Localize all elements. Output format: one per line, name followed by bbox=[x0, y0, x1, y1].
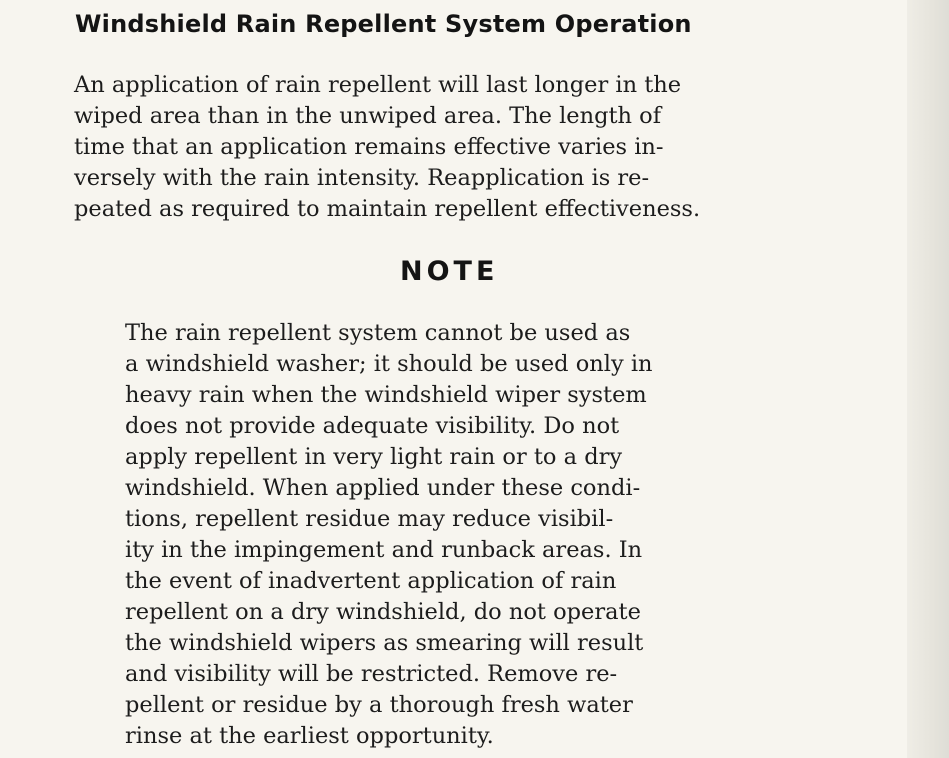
note-title: NOTE bbox=[400, 256, 499, 287]
note-line: rinse at the earliest opportunity. bbox=[125, 723, 494, 749]
paragraph-line: peated as required to maintain repellent effectiveness. bbox=[74, 196, 701, 222]
note-line: The rain repellent system cannot be used as bbox=[125, 320, 631, 346]
paragraph-line: wiped area than in the unwiped area. The length of bbox=[74, 103, 662, 129]
note-line: the event of inadvertent application of rain bbox=[125, 568, 617, 594]
note-line: heavy rain when the windshield wiper system bbox=[125, 382, 647, 408]
note-line: pellent or residue by a thorough fresh water bbox=[125, 692, 633, 718]
page-edge-shadow bbox=[907, 0, 949, 758]
note-line: a windshield washer; it should be used only in bbox=[125, 351, 653, 377]
paragraph-line: time that an application remains effective varies in- bbox=[74, 134, 664, 160]
note-line: apply repellent in very light rain or to a dry bbox=[125, 444, 623, 470]
note-line: and visibility will be restricted. Remove re- bbox=[125, 661, 618, 687]
paragraph-line: versely with the rain intensity. Reapplication is re- bbox=[74, 165, 650, 191]
paragraph-line: An application of rain repellent will last longer in the bbox=[74, 72, 682, 98]
note-line: does not provide adequate visibility. Do not bbox=[125, 413, 620, 439]
note-line: ity in the impingement and runback areas. In bbox=[125, 537, 643, 563]
section-heading: Windshield Rain Repellent System Operation bbox=[75, 10, 692, 38]
note-line: tions, repellent residue may reduce visibil- bbox=[125, 506, 614, 532]
note-line: windshield. When applied under these condi- bbox=[125, 475, 641, 501]
note-line: the windshield wipers as smearing will result bbox=[125, 630, 644, 656]
note-line: repellent on a dry windshield, do not operate bbox=[125, 599, 641, 625]
